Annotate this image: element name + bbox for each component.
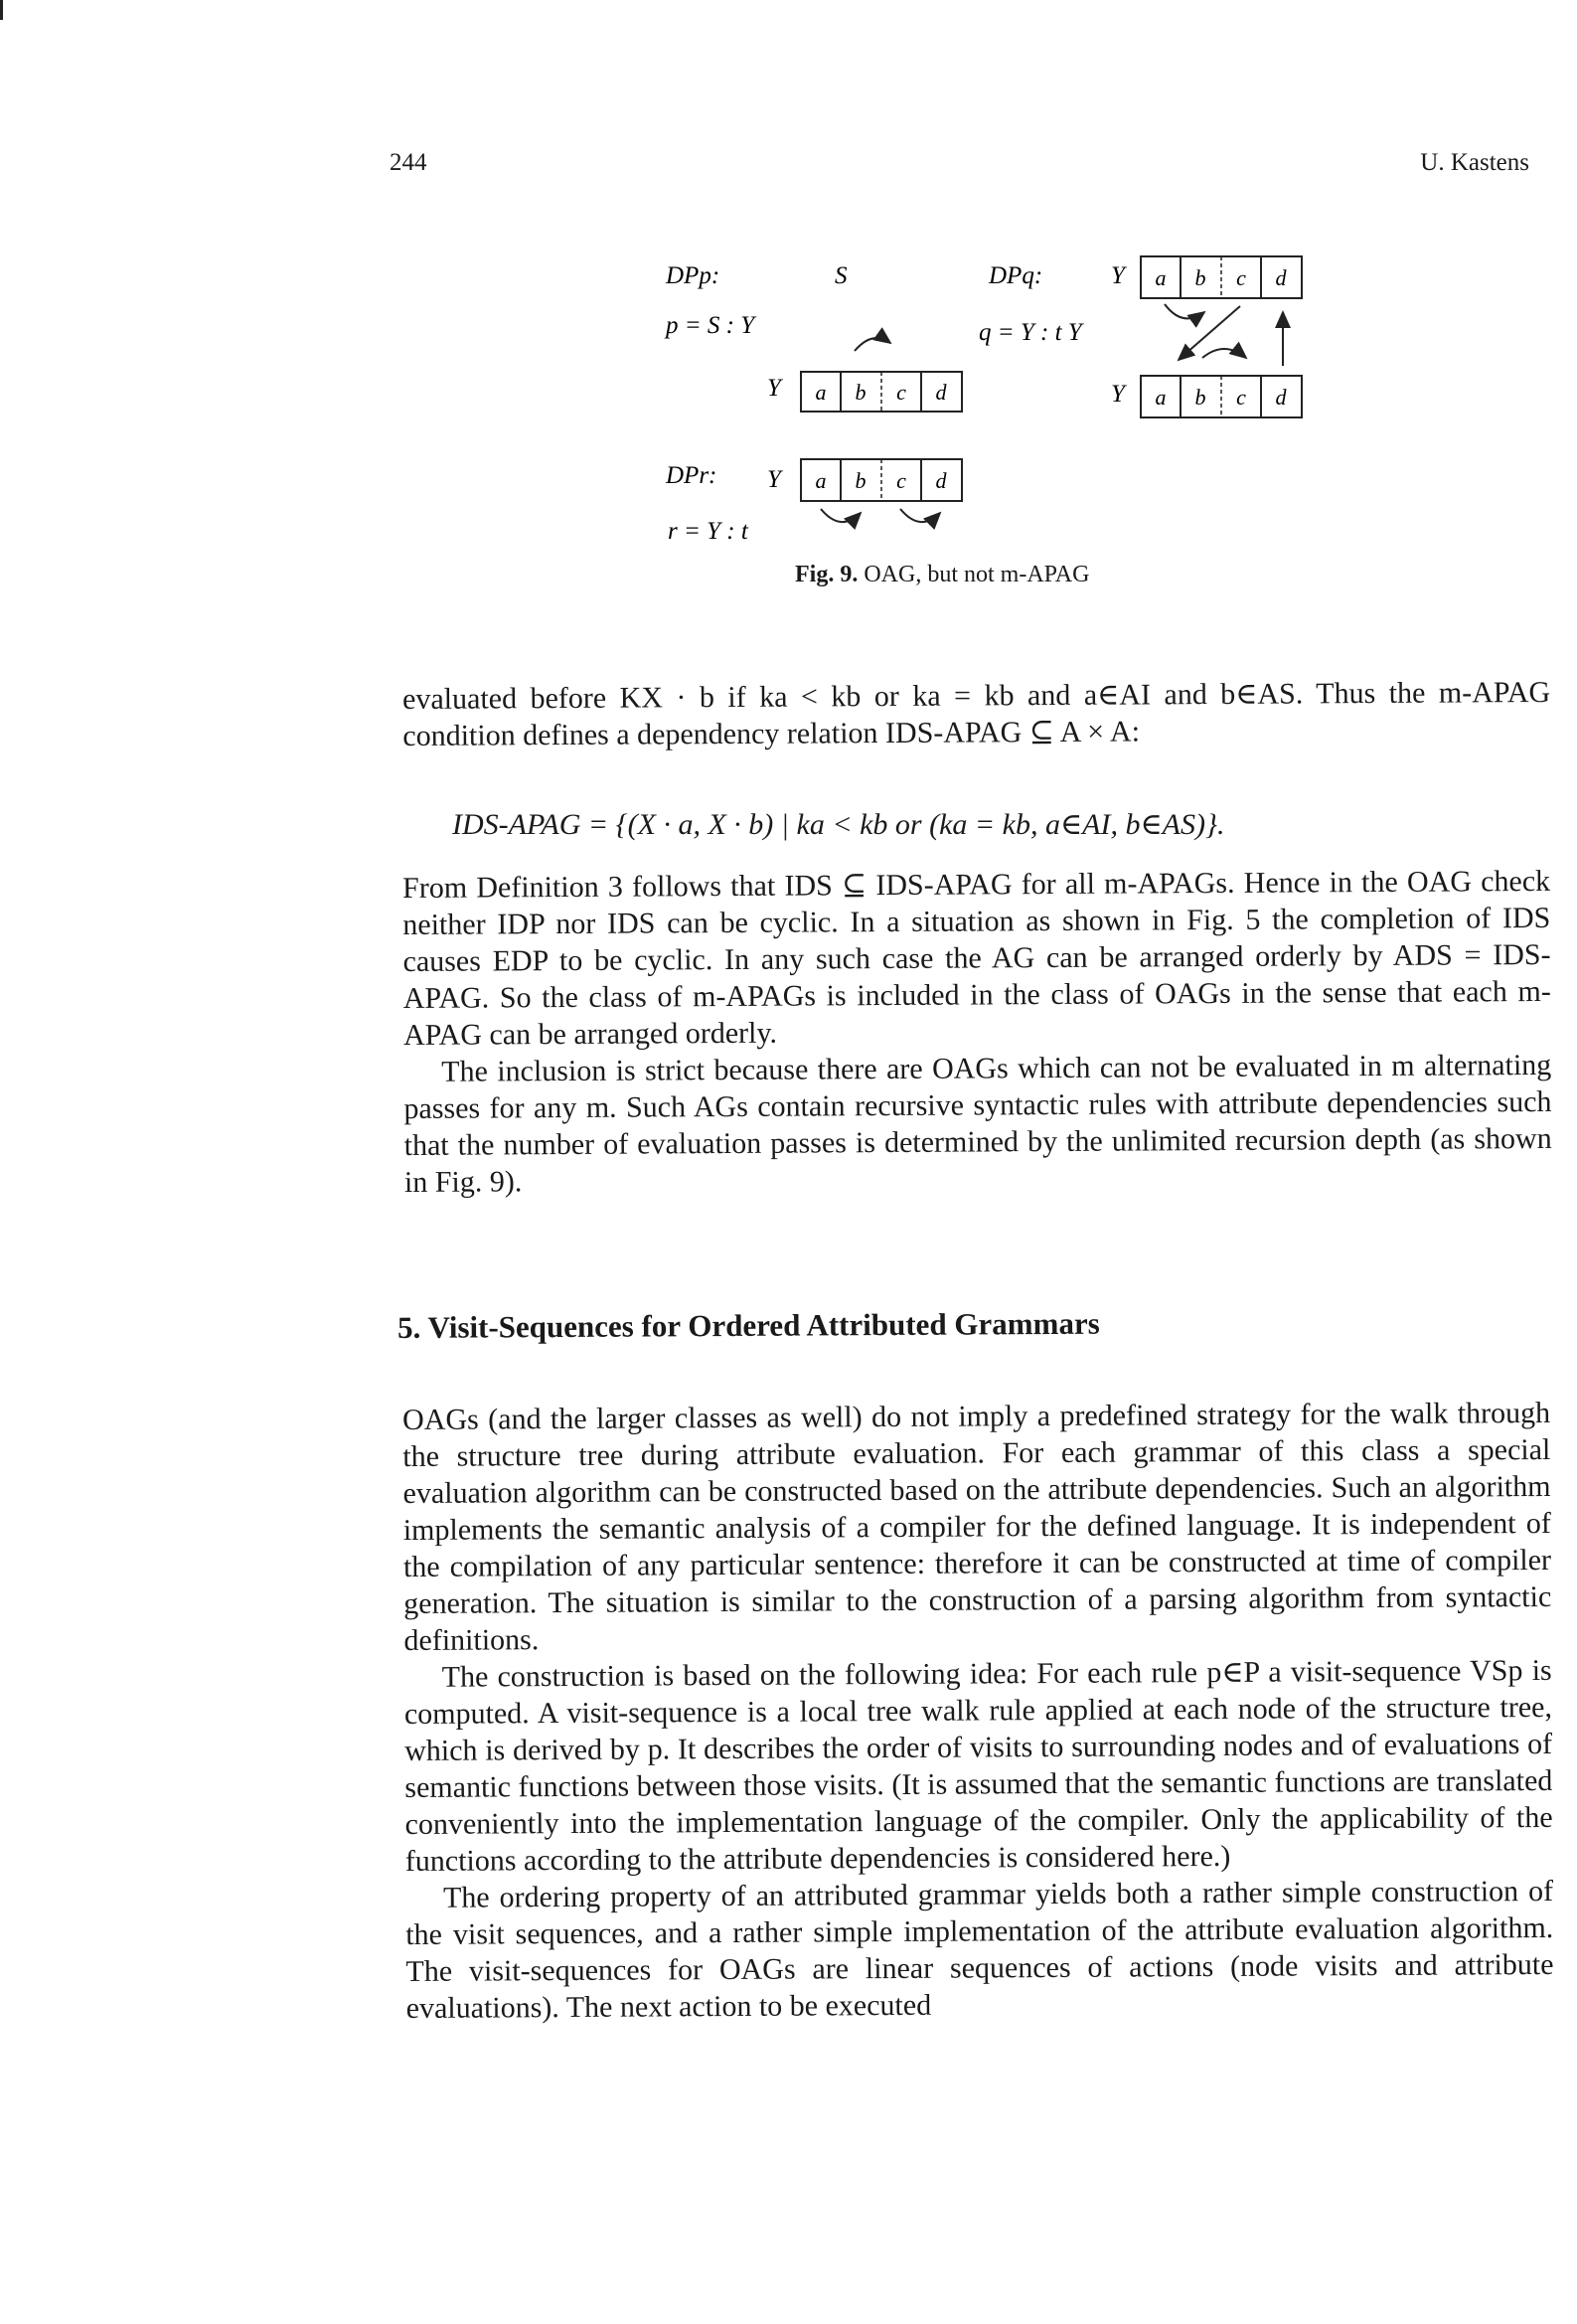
paragraph-block-3 xyxy=(402,1395,1554,2027)
dep-arrow-r1 xyxy=(821,509,861,522)
node-y-r: Y xyxy=(767,466,781,493)
formula-ids-apag: IDS-APAG = {(X · a, X · b) | ka < kb or (ka = kb, a∈AI, b∈AS)}. xyxy=(452,808,1225,841)
cell-a: a xyxy=(815,468,827,493)
text-p2: From Definition 3 follows that IDS ⊆ IDS-APAG for all m-APAGs. Hence in the OAG check neither IDP nor IDS can be cyclic. In a situation as shown in Fig. 5 the completion of IDS causes EDP to be cyclic. In any such case the AG can be arranged orderly by ADS = IDS-APAG. So the class of m-APAGs is included in the class of OAGs in the sense that each m-APAG can be arranged orderly. xyxy=(402,864,1551,1052)
cell-d: d xyxy=(1275,265,1287,290)
root-s: S xyxy=(835,262,848,289)
cell-a: a xyxy=(1155,385,1167,410)
figure-9-diagram xyxy=(0,0,1577,596)
cell-c: c xyxy=(896,468,906,493)
cell-c: c xyxy=(1236,265,1246,290)
page-number: 244 xyxy=(390,149,427,176)
dep-arrow-q2 xyxy=(1179,306,1240,360)
dep-arrow-p xyxy=(855,338,890,351)
rule-r: r = Y : t xyxy=(668,518,748,545)
dp-r-label: DPr: xyxy=(666,462,717,489)
cell-c: c xyxy=(1236,385,1246,410)
paragraph-block-2 xyxy=(402,863,1552,1201)
cell-b: b xyxy=(1194,385,1206,410)
attribute-box-r xyxy=(801,459,962,501)
cell-d: d xyxy=(935,468,947,493)
cell-a: a xyxy=(815,380,827,405)
cell-b: b xyxy=(855,468,867,493)
section-title: 5. Visit-Sequences for Ordered Attributed Grammars xyxy=(397,1305,1100,1345)
caption-text: OAG, but not m-APAG xyxy=(858,562,1090,587)
paragraph-apag-condition xyxy=(402,674,1550,754)
node-y-q-top: Y xyxy=(1111,262,1125,289)
node-y-p: Y xyxy=(767,375,781,402)
text-p1: evaluated before KX · b if ka < kb or ka = kb and a∈AI and b∈AS. Thus the m-APAG condition defines a dependency relation IDS-APAG ⊆ A × A: xyxy=(402,675,1551,752)
running-head: U. Kastens xyxy=(1420,149,1529,176)
attribute-box-p xyxy=(801,372,962,412)
cell-b: b xyxy=(1194,265,1206,290)
figure-caption xyxy=(795,562,1089,588)
dep-arrow-q3 xyxy=(1202,349,1246,358)
cell-b: b xyxy=(855,380,867,405)
node-y-q-bottom: Y xyxy=(1111,381,1125,408)
text-p5: The construction is based on the following idea: For each rule p∈P a visit-sequence VSp is computed. A visit-sequence is a local tree walk rule applied at each node of the structure tree, which is derived by p. It describes the order of visits to surrounding nodes and of evaluations of semantic functions between those visits. (It is assumed that the semantic functions are translated conveniently into the implementation language of the compiler. Only the applicability of the functions according to the attribute dependencies is considered here.) xyxy=(403,1653,1553,1878)
dp-q-label: DPq: xyxy=(989,262,1043,289)
attribute-box-q-top xyxy=(1141,256,1302,298)
text-p6: The ordering property of an attributed grammar yields both a rather simple construction of the visit sequences, and a rather simple implementation of the attribute evaluation algorithm. The visit-sequences for OAGs are linear sequences of actions (node visits and attribute evaluations). The next action to be executed xyxy=(405,1874,1554,2025)
cell-c: c xyxy=(896,380,906,405)
attribute-box-q-bottom xyxy=(1141,376,1302,417)
figure-9 xyxy=(0,0,1577,596)
cell-d: d xyxy=(935,380,947,405)
rule-q: q = Y : t Y xyxy=(979,319,1082,346)
caption-label: Fig. 9. xyxy=(795,562,859,587)
rule-p: p = S : Y xyxy=(666,312,755,339)
cell-a: a xyxy=(1155,265,1167,290)
dep-arrow-r2 xyxy=(900,509,940,522)
text-p4: OAGs (and the larger classes as well) do not imply a predefined strategy for the walk through the structure tree during attribute evaluation. For each grammar of this class a special evaluation algorithm can be constructed based on the attribute dependencies. Such an algorithm implements the semantic analysis of a compiler for the defined language. It is independent of the compilation of any particular sentence: therefore it can be constructed at time of compiler generation. The situation is similar to the construction of a parsing algorithm from syntactic definitions. xyxy=(402,1396,1552,1657)
dep-arrow-q1 xyxy=(1165,304,1204,318)
cell-d: d xyxy=(1275,385,1287,410)
text-p3: The inclusion is strict because there are OAGs which can not be evaluated in m alternating passes for any m. Such AGs contain recursive syntactic rules with attribute dependencies such that the number of evaluation passes is determined by the unlimited recursion depth (as shown in Fig. 9). xyxy=(403,1048,1552,1199)
dp-p-label: DPp: xyxy=(666,262,720,289)
